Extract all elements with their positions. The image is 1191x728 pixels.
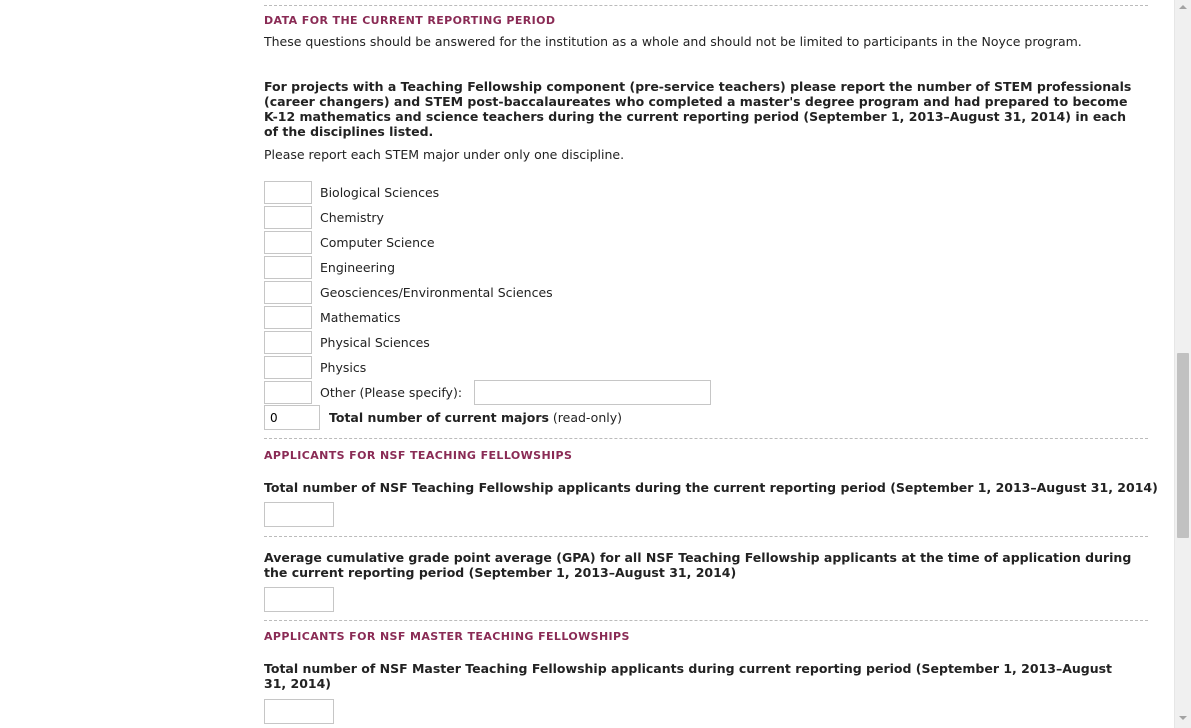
discipline-row-engineering <box>264 255 395 280</box>
geosciences-input[interactable] <box>264 281 312 304</box>
other-specify-input[interactable] <box>474 380 711 405</box>
discipline-row-geosciences <box>264 280 553 305</box>
section-divider <box>264 438 1148 439</box>
engineering-label: Engineering <box>320 260 395 275</box>
mathematics-input[interactable] <box>264 306 312 329</box>
other-label: Other (Please specify): <box>320 385 463 400</box>
physical-sciences-label: Physical Sciences <box>320 335 430 350</box>
nsf-teaching-gpa-input[interactable] <box>264 587 334 612</box>
question-divider <box>264 536 1148 537</box>
discipline-row-physical-sciences <box>264 330 430 355</box>
discipline-row-biological-sciences <box>264 180 439 205</box>
nsf-teaching-applicants-input[interactable] <box>264 502 334 527</box>
computer-science-input[interactable] <box>264 231 312 254</box>
biological-sciences-label: Biological Sciences <box>320 185 440 200</box>
discipline-note: Please report each STEM major under only one discipline. <box>264 147 625 162</box>
total-majors-row <box>264 405 622 430</box>
discipline-row-mathematics <box>264 305 401 330</box>
section-heading-nsf-teaching: APPLICANTS FOR NSF TEACHING FELLOWSHIPS <box>264 449 573 462</box>
vertical-scrollbar[interactable] <box>1174 0 1191 728</box>
chemistry-input[interactable] <box>264 206 312 229</box>
total-majors-label-bold: Total number of current majors <box>329 410 549 425</box>
computer-science-label: Computer Science <box>320 235 435 250</box>
scroll-down-arrow-icon[interactable] <box>1179 716 1187 720</box>
geosciences-label: Geosciences/Environmental Sciences <box>320 285 553 300</box>
biological-sciences-input[interactable] <box>264 181 312 204</box>
discipline-row-physics <box>264 355 366 380</box>
discipline-row-computer-science <box>264 230 435 255</box>
physics-label: Physics <box>320 360 367 375</box>
nsf-master-applicants-question: Total number of NSF Master Teaching Fellowship applicants during current reporting period (September 1, 2013–August 31, 2014) <box>264 661 1113 691</box>
nsf-teaching-applicants-question: Total number of NSF Teaching Fellowship applicants during the current reporting period (September 1, 2013–August 31, 2014) <box>264 480 1158 495</box>
mathematics-label: Mathematics <box>320 310 401 325</box>
physics-input[interactable] <box>264 356 312 379</box>
section-heading-current-period: DATA FOR THE CURRENT REPORTING PERIOD <box>264 14 556 27</box>
total-majors-readonly-note: (read-only) <box>552 410 622 425</box>
discipline-row-chemistry <box>264 205 384 230</box>
other-input[interactable] <box>264 381 312 404</box>
total-majors-input[interactable] <box>264 405 320 430</box>
nsf-master-applicants-input[interactable] <box>264 699 334 724</box>
scrollbar-thumb[interactable] <box>1177 353 1189 538</box>
discipline-row-other <box>264 380 711 405</box>
total-majors-label <box>329 410 622 425</box>
engineering-input[interactable] <box>264 256 312 279</box>
section-heading-nsf-master: APPLICANTS FOR NSF MASTER TEACHING FELLOWSHIPS <box>264 630 630 643</box>
current-period-intro: These questions should be answered for the institution as a whole and should not be limited to participants in the Noyce program. <box>264 34 1082 49</box>
physical-sciences-input[interactable] <box>264 331 312 354</box>
teaching-fellowship-question: For projects with a Teaching Fellowship component (pre-service teachers) please report the number of STEM professionals (career changers) and STEM post-baccalaureates who completed a master's degree program and had prepared to become K-12 mathematics and science teachers during the current reporting period (September 1, 2013–August 31, 2014) in each of the disciplines listed. <box>264 79 1132 139</box>
nsf-teaching-gpa-question: Average cumulative grade point average (GPA) for all NSF Teaching Fellowship applicants at the time of application during the current reporting period (September 1, 2013–August 31, 2014) <box>264 550 1132 580</box>
section-divider <box>264 5 1148 6</box>
section-divider <box>264 620 1148 621</box>
scroll-up-arrow-icon[interactable] <box>1179 5 1187 9</box>
chemistry-label: Chemistry <box>320 210 384 225</box>
